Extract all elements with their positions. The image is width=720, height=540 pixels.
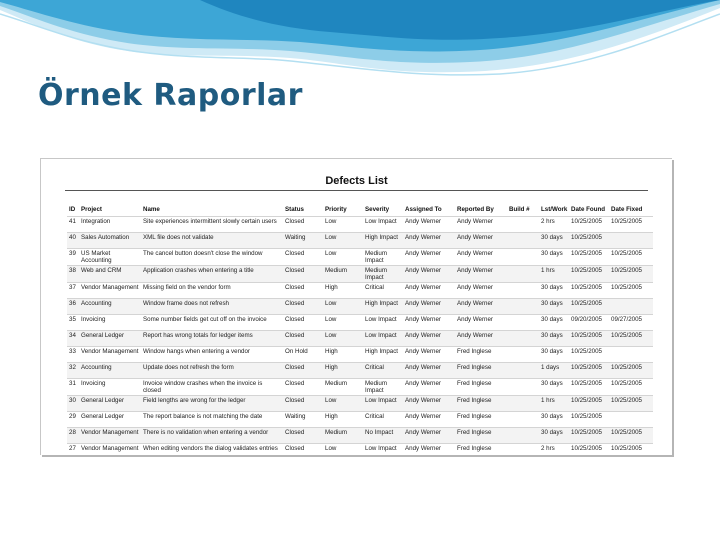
table-cell: [609, 299, 653, 315]
table-cell: Closed: [283, 217, 323, 233]
table-cell: Closed: [283, 249, 323, 266]
table-cell: XML file does not validate: [141, 233, 283, 249]
table-cell: 37: [67, 283, 79, 299]
table-cell: Closed: [283, 331, 323, 347]
table-cell: Andy Werner: [403, 249, 455, 266]
table-cell: 27: [67, 444, 79, 456]
table-cell: [609, 233, 653, 249]
table-cell: Andy Werner: [455, 233, 507, 249]
table-cell: Low: [323, 217, 363, 233]
table-cell: 40: [67, 233, 79, 249]
table-cell: Vendor Management: [79, 444, 141, 456]
table-row: [67, 249, 653, 266]
table-cell: Low Impact: [363, 315, 403, 331]
table-cell: Invoicing: [79, 379, 141, 396]
table-cell: Fred Inglese: [455, 379, 507, 396]
table-cell: Critical: [363, 363, 403, 379]
table-cell: 30 days: [539, 299, 569, 315]
table-cell: High Impact: [363, 233, 403, 249]
table-cell: Accounting: [79, 363, 141, 379]
table-cell: Waiting: [283, 233, 323, 249]
table-cell: Closed: [283, 444, 323, 456]
table-cell: 30 days: [539, 249, 569, 266]
table-cell: 41: [67, 217, 79, 233]
table-cell: Andy Werner: [403, 331, 455, 347]
table-cell: There is no validation when entering a vendor: [141, 428, 283, 444]
column-header: ID: [69, 206, 76, 213]
table-cell: 10/25/2005: [609, 331, 653, 347]
table-cell: High: [323, 347, 363, 363]
table-row: [67, 331, 653, 347]
table-cell: Vendor Management: [79, 428, 141, 444]
table-cell: [507, 412, 539, 428]
column-header: Date Found: [571, 206, 606, 213]
table-cell: Closed: [283, 363, 323, 379]
table-cell: No Impact: [363, 428, 403, 444]
table-cell: Application crashes when entering a title: [141, 266, 283, 283]
table-row: [67, 347, 653, 363]
table-cell: Invoicing: [79, 315, 141, 331]
table-cell: Andy Werner: [455, 315, 507, 331]
table-cell: Andy Werner: [455, 283, 507, 299]
table-cell: Report has wrong totals for ledger items: [141, 331, 283, 347]
table-header-row: [67, 205, 653, 217]
table-cell: Low: [323, 396, 363, 412]
table-cell: 30 days: [539, 379, 569, 396]
table-cell: 10/25/2005: [609, 363, 653, 379]
table-cell: 30 days: [539, 428, 569, 444]
table-cell: Some number fields get cut off on the invoice: [141, 315, 283, 331]
table-cell: 09/20/2005: [569, 315, 609, 331]
table-cell: Andy Werner: [403, 266, 455, 283]
table-cell: [507, 217, 539, 233]
table-row: [67, 428, 653, 444]
table-cell: 10/25/2005: [569, 217, 609, 233]
table-cell: [507, 233, 539, 249]
table-cell: [507, 428, 539, 444]
table-cell: The report balance is not matching the date: [141, 412, 283, 428]
table-cell: Medium: [323, 428, 363, 444]
table-cell: Andy Werner: [403, 428, 455, 444]
table-row: [67, 233, 653, 249]
table-cell: Closed: [283, 396, 323, 412]
table-cell: 28: [67, 428, 79, 444]
table-cell: Closed: [283, 428, 323, 444]
slide-title: Örnek Raporlar: [38, 78, 303, 113]
table-cell: Vendor Management: [79, 347, 141, 363]
report-title: Defects List: [325, 175, 388, 187]
table-cell: 10/25/2005: [569, 444, 609, 456]
table-cell: 32: [67, 363, 79, 379]
table-cell: Web and CRM: [79, 266, 141, 283]
table-cell: Sales Automation: [79, 233, 141, 249]
table-row: [67, 217, 653, 233]
table-cell: US Market Accounting: [79, 249, 141, 266]
table-cell: Integration: [79, 217, 141, 233]
table-cell: 10/25/2005: [569, 363, 609, 379]
table-row: [67, 396, 653, 412]
table-cell: Fred Inglese: [455, 444, 507, 456]
table-cell: 10/25/2005: [569, 266, 609, 283]
table-cell: 30 days: [539, 412, 569, 428]
table-cell: 2 hrs: [539, 217, 569, 233]
column-header: Priority: [325, 206, 347, 213]
table-cell: Medium: [323, 379, 363, 396]
table-cell: Low Impact: [363, 331, 403, 347]
table-cell: Andy Werner: [455, 249, 507, 266]
table-row: [67, 315, 653, 331]
table-cell: High Impact: [363, 347, 403, 363]
table-cell: 31: [67, 379, 79, 396]
table-row: [67, 299, 653, 315]
table-cell: 10/25/2005: [569, 396, 609, 412]
table-cell: 10/25/2005: [569, 379, 609, 396]
table-cell: 30 days: [539, 347, 569, 363]
table-cell: When editing vendors the dialog validates entries: [141, 444, 283, 456]
table-cell: Andy Werner: [403, 217, 455, 233]
table-cell: Low: [323, 315, 363, 331]
table-cell: Window frame does not refresh: [141, 299, 283, 315]
table-cell: Andy Werner: [403, 396, 455, 412]
table-cell: Andy Werner: [403, 299, 455, 315]
column-header: Status: [285, 206, 304, 213]
column-header: Reported By: [457, 206, 494, 213]
table-cell: Vendor Management: [79, 283, 141, 299]
column-header: Lst/Work: [541, 206, 568, 213]
table-cell: Accounting: [79, 299, 141, 315]
table-cell: 38: [67, 266, 79, 283]
table-cell: 34: [67, 331, 79, 347]
table-cell: Andy Werner: [455, 299, 507, 315]
table-row: [67, 379, 653, 396]
table-cell: Site experiences intermittent slowly certain users: [141, 217, 283, 233]
table-cell: 10/25/2005: [609, 379, 653, 396]
table-cell: Low Impact: [363, 396, 403, 412]
table-cell: 30 days: [539, 315, 569, 331]
table-cell: 09/27/2005: [609, 315, 653, 331]
table-cell: 2 hrs: [539, 444, 569, 456]
table-cell: Critical: [363, 412, 403, 428]
table-cell: Fred Inglese: [455, 428, 507, 444]
table-row: [67, 283, 653, 299]
table-cell: 10/25/2005: [569, 347, 609, 363]
column-header: Name: [143, 206, 160, 213]
table-cell: Andy Werner: [455, 266, 507, 283]
table-cell: [507, 283, 539, 299]
table-cell: 10/25/2005: [569, 249, 609, 266]
table-cell: [609, 412, 653, 428]
table-cell: Low: [323, 331, 363, 347]
table-cell: 30: [67, 396, 79, 412]
table-cell: Missing field on the vendor form: [141, 283, 283, 299]
table-cell: [507, 444, 539, 456]
table-cell: 10/25/2005: [609, 266, 653, 283]
table-cell: Andy Werner: [403, 233, 455, 249]
table-cell: Field lengths are wrong for the ledger: [141, 396, 283, 412]
table-cell: 10/25/2005: [569, 283, 609, 299]
table-cell: The cancel button doesn't close the window: [141, 249, 283, 266]
table-cell: 10/25/2005: [569, 299, 609, 315]
table-cell: 10/25/2005: [609, 444, 653, 456]
table-cell: Medium: [323, 266, 363, 283]
table-cell: 10/25/2005: [609, 396, 653, 412]
table-cell: Waiting: [283, 412, 323, 428]
table-row: [67, 363, 653, 379]
table-cell: [507, 315, 539, 331]
table-cell: Critical: [363, 283, 403, 299]
table-cell: Closed: [283, 379, 323, 396]
table-cell: Fred Inglese: [455, 363, 507, 379]
table-cell: Window hangs when entering a vendor: [141, 347, 283, 363]
table-cell: 35: [67, 315, 79, 331]
table-cell: General Ledger: [79, 396, 141, 412]
column-header: Severity: [365, 206, 390, 213]
table-cell: General Ledger: [79, 331, 141, 347]
table-cell: Andy Werner: [403, 363, 455, 379]
column-header: Assigned To: [405, 206, 442, 213]
table-cell: Fred Inglese: [455, 396, 507, 412]
table-cell: 30 days: [539, 331, 569, 347]
table-cell: 10/25/2005: [569, 331, 609, 347]
table-cell: Low: [323, 444, 363, 456]
table-cell: 1 hrs: [539, 396, 569, 412]
table-cell: [507, 299, 539, 315]
table-cell: [507, 331, 539, 347]
table-cell: Low: [323, 299, 363, 315]
defects-table-body: [67, 217, 653, 456]
defects-report-image: [40, 158, 672, 455]
table-cell: Fred Inglese: [455, 347, 507, 363]
table-cell: Closed: [283, 299, 323, 315]
table-cell: High: [323, 283, 363, 299]
table-cell: 10/25/2005: [609, 428, 653, 444]
table-cell: [507, 266, 539, 283]
table-cell: 30 days: [539, 233, 569, 249]
table-cell: Closed: [283, 315, 323, 331]
column-header: Project: [81, 206, 102, 213]
table-cell: Andy Werner: [455, 217, 507, 233]
table-cell: 10/25/2005: [569, 428, 609, 444]
table-cell: 30 days: [539, 283, 569, 299]
table-cell: [609, 347, 653, 363]
table-cell: Medium Impact: [363, 249, 403, 266]
table-cell: High Impact: [363, 299, 403, 315]
table-cell: 10/25/2005: [569, 233, 609, 249]
table-cell: Medium Impact: [363, 379, 403, 396]
table-cell: 1 hrs: [539, 266, 569, 283]
table-cell: High: [323, 363, 363, 379]
table-cell: 10/25/2005: [609, 249, 653, 266]
table-cell: Low Impact: [363, 217, 403, 233]
table-cell: [507, 363, 539, 379]
table-cell: Update does not refresh the form: [141, 363, 283, 379]
table-cell: 10/25/2005: [609, 217, 653, 233]
table-cell: 10/25/2005: [569, 412, 609, 428]
table-row: [67, 444, 653, 456]
table-cell: General Ledger: [79, 412, 141, 428]
table-cell: [507, 347, 539, 363]
table-cell: 29: [67, 412, 79, 428]
table-cell: Andy Werner: [403, 283, 455, 299]
table-cell: Fred Inglese: [455, 412, 507, 428]
table-cell: Andy Werner: [403, 347, 455, 363]
table-cell: [507, 396, 539, 412]
table-cell: [507, 379, 539, 396]
table-cell: Closed: [283, 283, 323, 299]
table-row: [67, 266, 653, 283]
table-cell: Andy Werner: [403, 379, 455, 396]
table-cell: 1 days: [539, 363, 569, 379]
table-cell: On Hold: [283, 347, 323, 363]
table-cell: Invoice window crashes when the invoice is closed: [141, 379, 283, 396]
table-cell: Medium Impact: [363, 266, 403, 283]
table-cell: Closed: [283, 266, 323, 283]
report-title-rule: [65, 190, 648, 191]
table-cell: [507, 249, 539, 266]
table-cell: Low: [323, 249, 363, 266]
table-cell: 39: [67, 249, 79, 266]
table-cell: Low Impact: [363, 444, 403, 456]
defects-table: [67, 205, 653, 455]
header-wave-decoration: [0, 0, 720, 80]
table-cell: 33: [67, 347, 79, 363]
table-cell: Andy Werner: [403, 315, 455, 331]
table-cell: Low: [323, 233, 363, 249]
table-row: [67, 412, 653, 428]
table-cell: Andy Werner: [455, 331, 507, 347]
table-cell: 36: [67, 299, 79, 315]
column-header: Date Fixed: [611, 206, 643, 213]
table-cell: Andy Werner: [403, 444, 455, 456]
column-header: Build #: [509, 206, 530, 213]
table-cell: High: [323, 412, 363, 428]
table-cell: Andy Werner: [403, 412, 455, 428]
table-cell: 10/25/2005: [609, 283, 653, 299]
